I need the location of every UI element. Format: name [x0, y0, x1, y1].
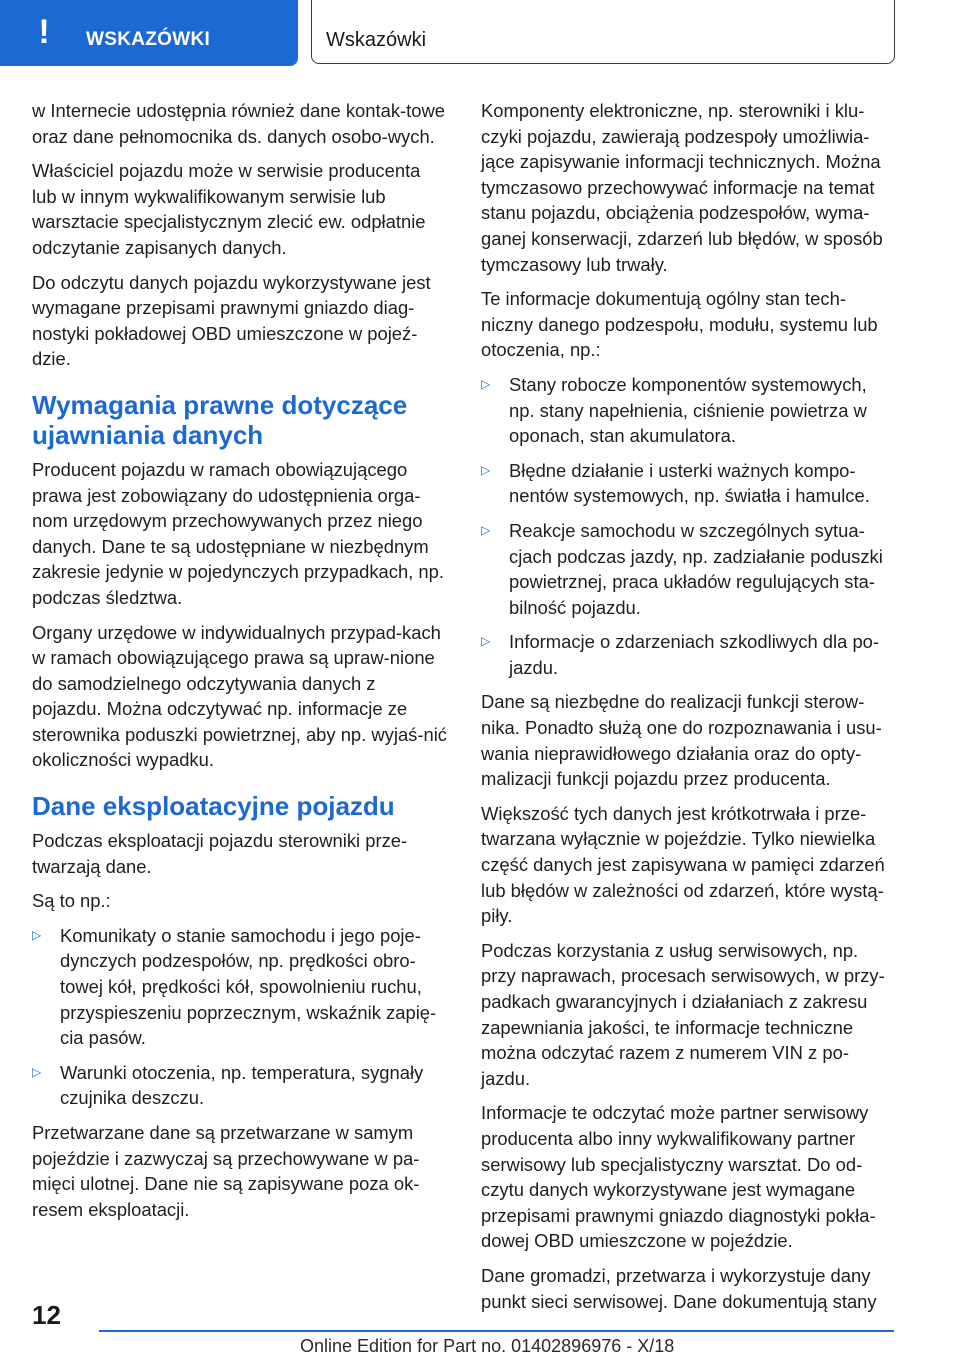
section-header	[311, 0, 895, 64]
section-header-label: Wskazówki	[326, 29, 427, 51]
list-item	[481, 629, 897, 680]
paragraph: Informacje te odczytać może partner serwisowy producenta albo inny wykwalifikowany partner serwisowy lub specjalistyczny warsztat. Do od-czytu danych wykorzystywane jest wymagane przepisami prawnymi gniazdo diagnostyki pokła-dowej OBD umieszczone w pojeździe.	[481, 1102, 876, 1252]
exclamation-icon: !	[38, 13, 50, 51]
paragraph: Właściciel pojazdu może w serwisie producenta lub w innym wykwalifikowanym serwisie lub warsztacie specjalistycznym zlecić ew. odpłatnie odczytanie zapisanych danych.	[32, 160, 426, 258]
right-column	[481, 98, 897, 1323]
paragraph: Komponenty elektroniczne, np. sterowniki i klu-czyki pojazdu, zawierają podzespoły umożliwia-jące zapisywanie informacji technicznych. Można tymczasowo przechowywać informacje na temat stanu pojazdu, obciążenia podzespołów, wyma-ganej konserwacji, zdarzeń lub błędów, w sposób tymczasowy lub trwały.	[481, 100, 883, 275]
list-item-text: Błędne działanie i usterki ważnych kompo-nentów systemowych, np. światła i hamulce.	[509, 459, 870, 507]
section-heading-operational-data: Dane eksploatacyjne pojazdu	[32, 791, 395, 822]
bullet-list	[481, 372, 897, 681]
list-item-text: Komunikaty o stanie samochodu i jego poje-dynczych podzespołów, np. prędkości obro-towej kół, prędkości kół, spowolnieniu ruchu, przyspieszeniu poprzecznym, wskaźnik zapię-cia pasów.	[60, 924, 437, 1049]
paragraph: Producent pojazdu w ramach obowiązującego prawa jest zobowiązany do udostępnienia orga-nom urzędowym przechowywanych przez niego danych. Dane te są udostępniane w niezbędnym zakresie jedynie w pojedynczych przypadkach, np. podczas śledztwa.	[32, 458, 444, 608]
paragraph: Przetwarzane dane są przetwarzane w samym pojeździe i zazwyczaj są przechowywane w pa-mięci ulotnej. Dane nie są zapisywane poza ok-resem eksploatacji.	[32, 1122, 420, 1220]
list-item-text: Warunki otoczenia, np. temperatura, sygnały czujnika deszczu.	[60, 1061, 424, 1109]
paragraph: Większość tych danych jest krótkotrwała i prze-twarzana wyłącznie w pojeździe. Tylko niewielka część danych jest zapisywana w pamięci zdarzeń lub błędów w zależności od zdarzeń, które wystą-piły.	[481, 802, 885, 927]
triangle-bullet-icon: ▷	[481, 522, 491, 537]
left-column	[32, 98, 448, 1231]
list-item	[481, 458, 897, 509]
triangle-bullet-icon: ▷	[481, 462, 491, 477]
list-item	[481, 372, 897, 449]
page-number: 12	[32, 1300, 61, 1330]
list-item-text: Stany robocze komponentów systemowych, np. stany napełnienia, ciśnienie powietrza w oponach, stan akumulatora.	[509, 373, 867, 447]
triangle-bullet-icon: ▷	[481, 376, 491, 391]
paragraph: Podczas eksploatacji pojazdu sterowniki prze-twarzają dane.	[32, 830, 408, 877]
chapter-tab[interactable]	[0, 0, 298, 66]
paragraph: Te informacje dokumentują ogólny stan tech-niczny danego podzespołu, modułu, systemu lub otoczenia, np.:	[481, 288, 878, 361]
bullet-list	[32, 923, 448, 1111]
paragraph: Dane gromadzi, przetwarza i wykorzystuje dany punkt sieci serwisowej. Dane dokumentują stany	[481, 1264, 877, 1312]
page-header	[0, 0, 960, 66]
list-item	[32, 1060, 448, 1111]
list-item	[481, 518, 897, 620]
triangle-bullet-icon: ▷	[32, 927, 42, 942]
paragraph: Do odczytu danych pojazdu wykorzystywane jest wymagane przepisami prawnymi gniazdo diag-nostyki pokładowej OBD umieszczone w pojeź-dzie.	[32, 271, 431, 370]
triangle-bullet-icon: ▷	[32, 1064, 42, 1079]
list-item-text: Informacje o zdarzeniach szkodliwych dla po-jazdu.	[509, 631, 880, 678]
chapter-tab-label: WSKAZÓWKI	[86, 29, 211, 50]
section-heading-legal: Wymagania prawne dotyczące ujawniania danych	[32, 389, 408, 450]
list-item-text: Reakcje samochodu w szczególnych sytua-cjach podczas jazdy, np. zadziałanie poduszki powietrznej, praca układów regulujących sta-bilność pojazdu.	[509, 519, 883, 618]
paragraph: w Internecie udostępnia również dane kontak-towe oraz dane pełnomocnika ds. danych osobo-wych.	[32, 100, 446, 147]
paragraph: Organy urzędowe w indywidualnych przypad-kach w ramach obowiązującego prawa są upraw-nione do samodzielnego odczytywania danych z pojazdu. Można odczytywać np. informacje ze sterownika poduszki powietrznej, aby np. wyjaś-nić okoliczności wypadku.	[32, 621, 448, 771]
paragraph: Dane są niezbędne do realizacji funkcji sterow-nika. Ponadto służą one do rozpoznawania i usu-wania nieprawidłowego działania oraz do opty-malizacji funkcji pojazdu przez producenta.	[481, 691, 882, 790]
paragraph: Są to np.:	[32, 890, 111, 912]
edition-footer: Online Edition for Part no. 01402896976 - X/18	[300, 1336, 675, 1356]
triangle-bullet-icon: ▷	[481, 634, 491, 649]
paragraph: Podczas korzystania z usług serwisowych, np. przy naprawach, procesach serwisowych, w przy-padkach gwarancyjnych i działaniach z zakresu zapewniania jakości, te informacje techniczne można odczytać razem z numerem VIN z po-jazdu.	[481, 939, 885, 1089]
list-item	[32, 923, 448, 1051]
footer-divider	[99, 1330, 894, 1332]
